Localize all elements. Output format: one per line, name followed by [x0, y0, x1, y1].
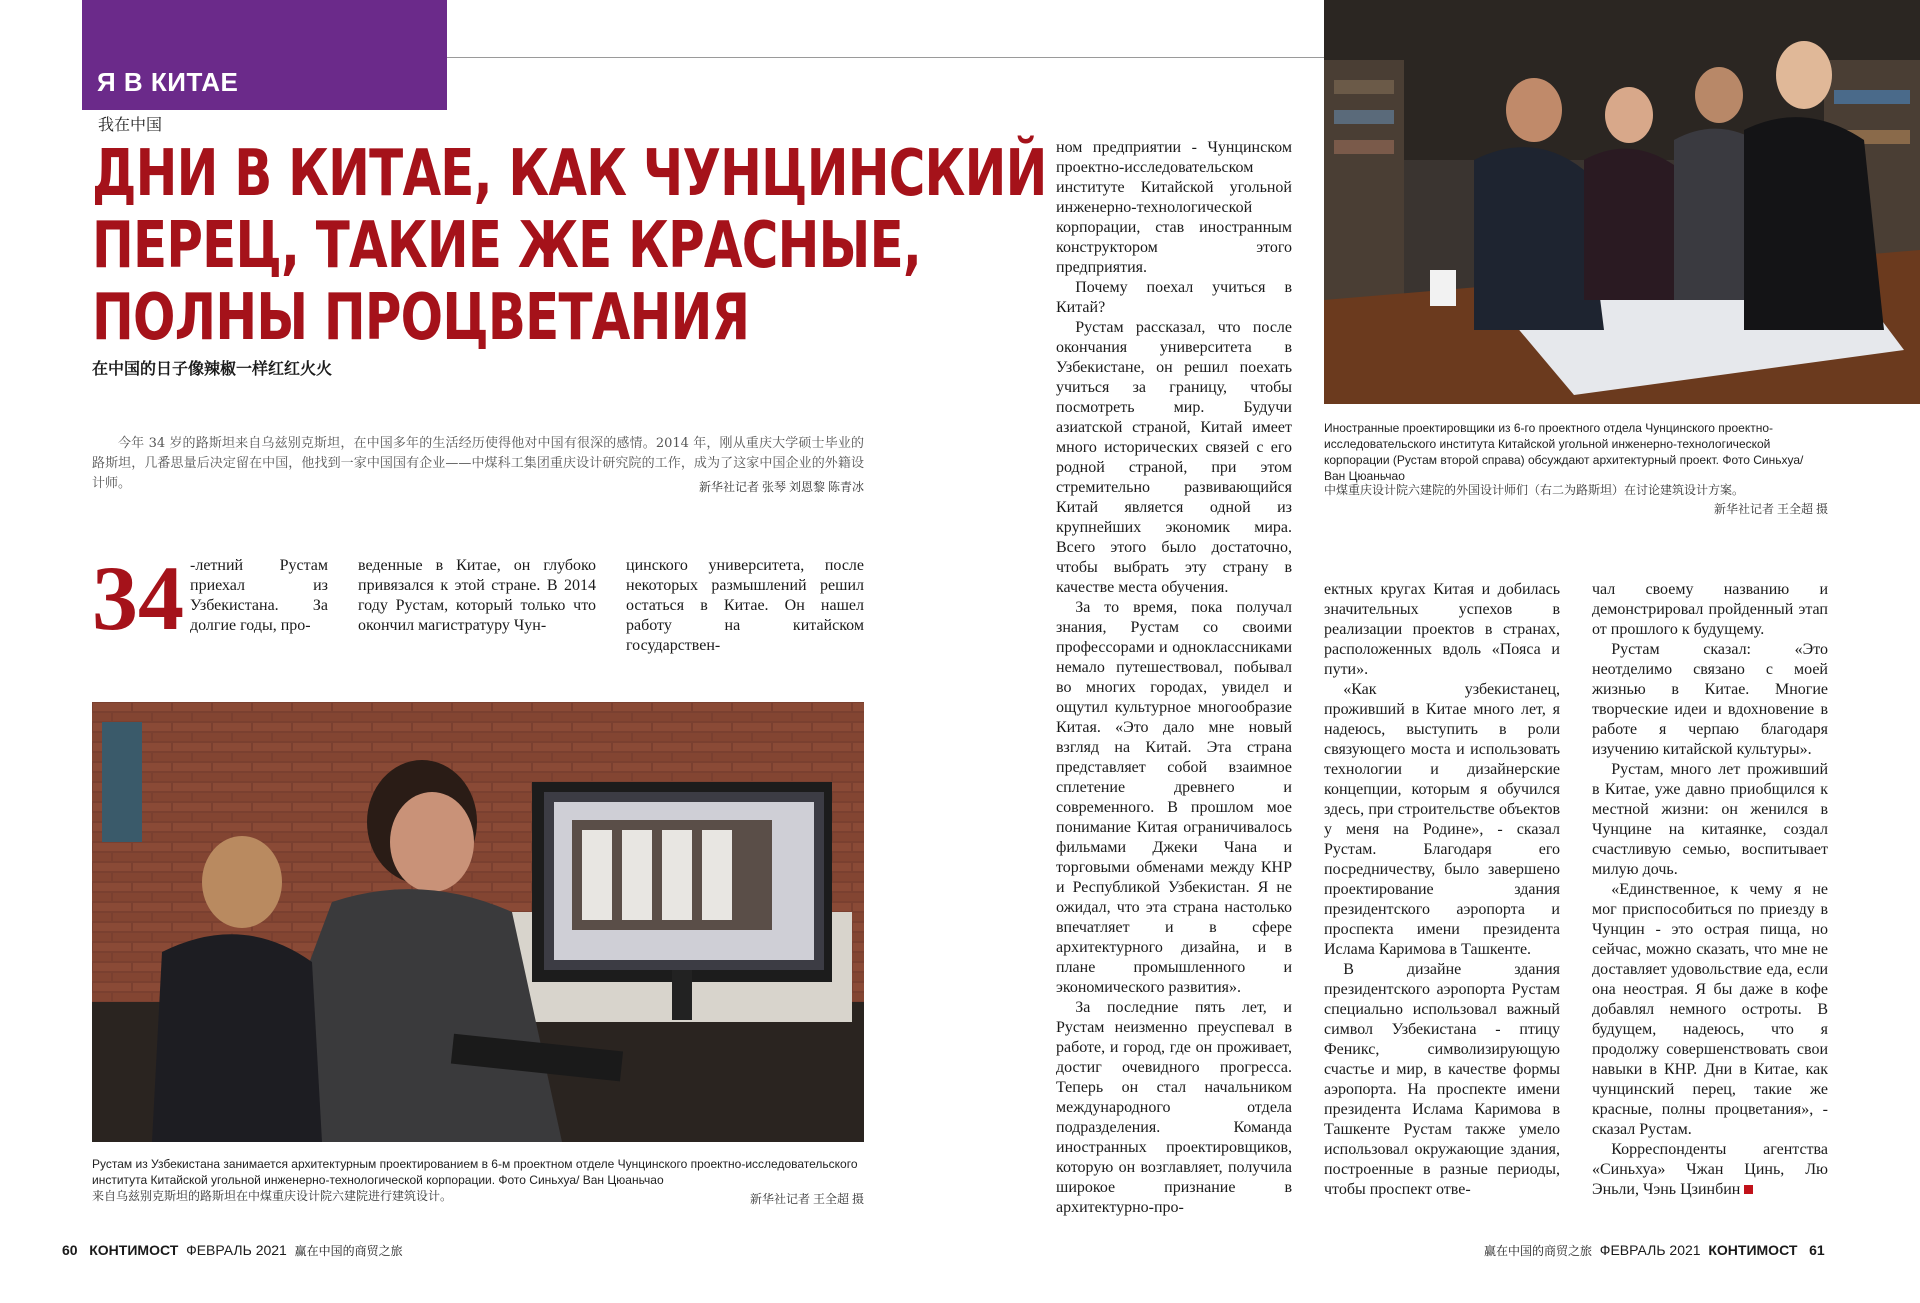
tagline-cn-right: 赢在中国的商贸之旅 [1484, 1244, 1593, 1258]
photo-illustration [92, 702, 864, 1142]
photo-illustration [1324, 0, 1920, 404]
article-column-5 [1324, 580, 1560, 1200]
intro-text-2: веденные в Китае, он глубоко привязался к этой стране. В 2014 году Рустам, который только что окончил магистратуру Чун- [358, 557, 596, 634]
intro-text-3: цинского университета, после некоторых размышлений решил остаться в Китае. Он нашел работу на китайском государствен- [626, 557, 864, 654]
page-number-left: 60 [62, 1242, 78, 1258]
photo-designers-discussing [1324, 0, 1920, 404]
paragraph: ектных кругах Китая и добилась значительных успехов в реализации проектов в странах, расположенных вдоль «Пояса и пути». [1324, 581, 1560, 678]
article-column-6 [1592, 580, 1828, 1200]
lead-cn: 今年 34 岁的路斯坦来自乌兹别克斯坦，在中国多年的生活经历使得他对中国有很深的感情。2014 年，刚从重庆大学硕士毕业的路斯坦，几番思量后决定留在中国，他找到一家中国国有企业——中煤科工集团重庆设计研究院的工作，成为了这家中国企业的外籍设计师。 [92, 436, 864, 491]
headline-line-3: ПОЛНЫ ПРОЦВЕТАНИЯ [92, 281, 750, 355]
paragraph: Почему поехал учиться в Китай? [1056, 279, 1292, 316]
paragraph: За последние пять лет, и Рустам неизменно преуспевал в работе, и город, где он проживает, достиг очевидного прогресса. Теперь он стал начальником международного отдела подразделения. Команда иностранных проектировщиков, которую он возглавляет, получила широкое признание в архитектурно-про- [1056, 999, 1292, 1216]
paragraph: Рустам, много лет проживший в Китае, уже давно приобщился к местной жизни: он женился в Чунцине на китаянке, создал счастливую семью, воспитывает милую дочь. [1592, 761, 1828, 878]
photo-left-caption: Рустам из Узбекистана занимается архитектурным проектированием в 6-м проектном отделе Чунцинского проектно-исследовательского института Китайской угольной инженерно-технологической корпорации. Фото Синьхуа/ Ван Цюаньчао [92, 1157, 858, 1187]
paragraph: «Единственное, к чему я не мог приспособиться по приезду в Чунцин - это острая пища, но сейчас, можно сказать, что мне не доставляет удовольствие еда, если она неострая. Я бы даже в кофе добавлял немного остроты. В будущем, надеюсь, что я продолжу совершенствовать свои навыки в КНР. Дни в Китае, как чунцинский перец, такие же красные, полны процветания», - сказал Рустам. [1592, 881, 1828, 1138]
photo-left-caption-cn: 来自乌兹别克斯坦的路斯坦在中煤重庆设计院六建院进行建筑设计。 [92, 1189, 453, 1203]
section-label: Я В КИТАЕ [97, 67, 239, 97]
end-mark-icon [1744, 1185, 1753, 1194]
drop-cap: 34 [92, 547, 184, 649]
headline [92, 137, 1047, 355]
paragraph-signoff [1592, 1140, 1828, 1200]
section-tab [82, 0, 447, 110]
section-label-cn: 我在中国 [98, 115, 163, 134]
intro-text-1: -летний Рустам приехал из Узбекистана. За долгие годы, про- [190, 557, 328, 634]
photo-left-credit-cn: 新华社记者 王全超 摄 [749, 1192, 864, 1206]
article-column-4 [1056, 138, 1292, 1218]
magazine-name-left: КОНТИМОСТ [89, 1242, 179, 1258]
paragraph: «Как узбекистанец, проживший в Китае много лет, я надеюсь, выступить в роли связующего моста и использовать технологии и дизайнерские концепции, которым я обучился здесь, при строительстве объектов у меня на Родине», - сказал Рустам. Благодаря его посредничеству, было завершено проектирование здания президентского аэропорта и проспекта имени президента Ислама Каримова в Ташкенте. [1324, 681, 1560, 958]
footer-right [1484, 1242, 1825, 1259]
photo-designer-at-computer [92, 702, 864, 1142]
paragraph: За то время, пока получал знания, Рустам со своими профессорами и одноклассниками немало путешествовал, побывал во многих городах, увидел и ощутил культурное многообразие Китая. «Это дало мне новый взгляд на Китай. Эта страна представляет собой взаимное сплетение древнего и современного. В прошлом мое понимание Китая ограничивалось фильмами Джеки Чана и торговыми обменами между КНР и Республикой Узбекистан. Я не ожидал, что эта страна настолько впечатляет и в сфере архитектурного дизайна, и в плане промышленного и экономического развития». [1056, 599, 1292, 996]
article-column-2 [358, 556, 596, 636]
photo-right-caption-cn: 中煤重庆设计院六建院的外国设计师们（右二为路斯坦）在讨论建筑设计方案。 [1324, 483, 1745, 497]
photo-right-caption: Иностранные проектировщики из 6-го проектного отдела Чунцинского проектно-исследовательского института Китайской угольной инженерно-технологической корпорации (Рустам второй справа) обсуждают архитектурный проект. Фото Синьхуа/ Ван Цюаньчао [1324, 421, 1804, 483]
magazine-name-right: КОНТИМОСТ [1708, 1242, 1798, 1258]
page-number-right: 61 [1809, 1242, 1825, 1258]
signoff-text: Корреспонденты агентства «Синьхуа» Чжан Цинь, Лю Эньли, Чэнь Цзинбин [1592, 1141, 1828, 1198]
paragraph: Рустам сказал: «Это неотделимо связано с моей жизнью в Китае. Многие творческие идеи и вдохновение в работе я черпаю благодаря изучению китайской культуры». [1592, 641, 1828, 758]
article-column-3 [626, 556, 864, 656]
issue-date-right: ФЕВРАЛЬ 2021 [1599, 1242, 1701, 1258]
top-rule [447, 57, 1327, 58]
tagline-cn-left: 赢在中国的商贸之旅 [294, 1244, 403, 1258]
article-column-1 [92, 547, 328, 649]
footer-left [62, 1242, 403, 1259]
paragraph: ном предприятии - Чунцинском проектно-исследовательском институте Китайской угольной инженерно-технологической корпорации, став иностранным конструктором этого предприятия. [1056, 139, 1292, 276]
issue-date-left: ФЕВРАЛЬ 2021 [186, 1242, 287, 1258]
lead-byline-cn: 新华社记者 张琴 刘恩黎 陈青冰 [698, 480, 864, 494]
paragraph: В дизайне здания президентского аэропорта Рустам специально использовал важный символ Узбекистана - птицу Феникс, символизирующую счастье и мир, в качестве формы аэропорта. На проспекте имени президента Ислама Каримова в Ташкенте Рустам также умело использовал окружающие здания, построенные в разные периоды, чтобы проспект отве- [1324, 961, 1560, 1198]
headline-line-2: ПЕРЕЦ, ТАКИЕ ЖЕ КРАСНЫЕ, [92, 209, 922, 283]
headline-line-1: ДНИ В КИТАЕ, КАК ЧУНЦИНСКИЙ [92, 137, 1047, 211]
subhead-cn: 在中国的日子像辣椒一样红红火火 [92, 359, 333, 378]
paragraph: чал своему названию и демонстрировал пройденный этап от прошлого к будущему. [1592, 581, 1828, 638]
paragraph: Рустам рассказал, что после окончания университета в Узбекистане, он решил поехать учиться за границу, чтобы посмотреть мир. Будучи азиатской страной, Китай имеет много исторических связей с его родной страной, при этом стремительно развивающийся Китай является одной из крупнейших экономик мира. Всего этого было достаточно, чтобы выбрать эту страну в качестве места обучения. [1056, 319, 1292, 596]
photo-right-credit-cn: 新华社记者 王全超 摄 [1713, 502, 1828, 516]
